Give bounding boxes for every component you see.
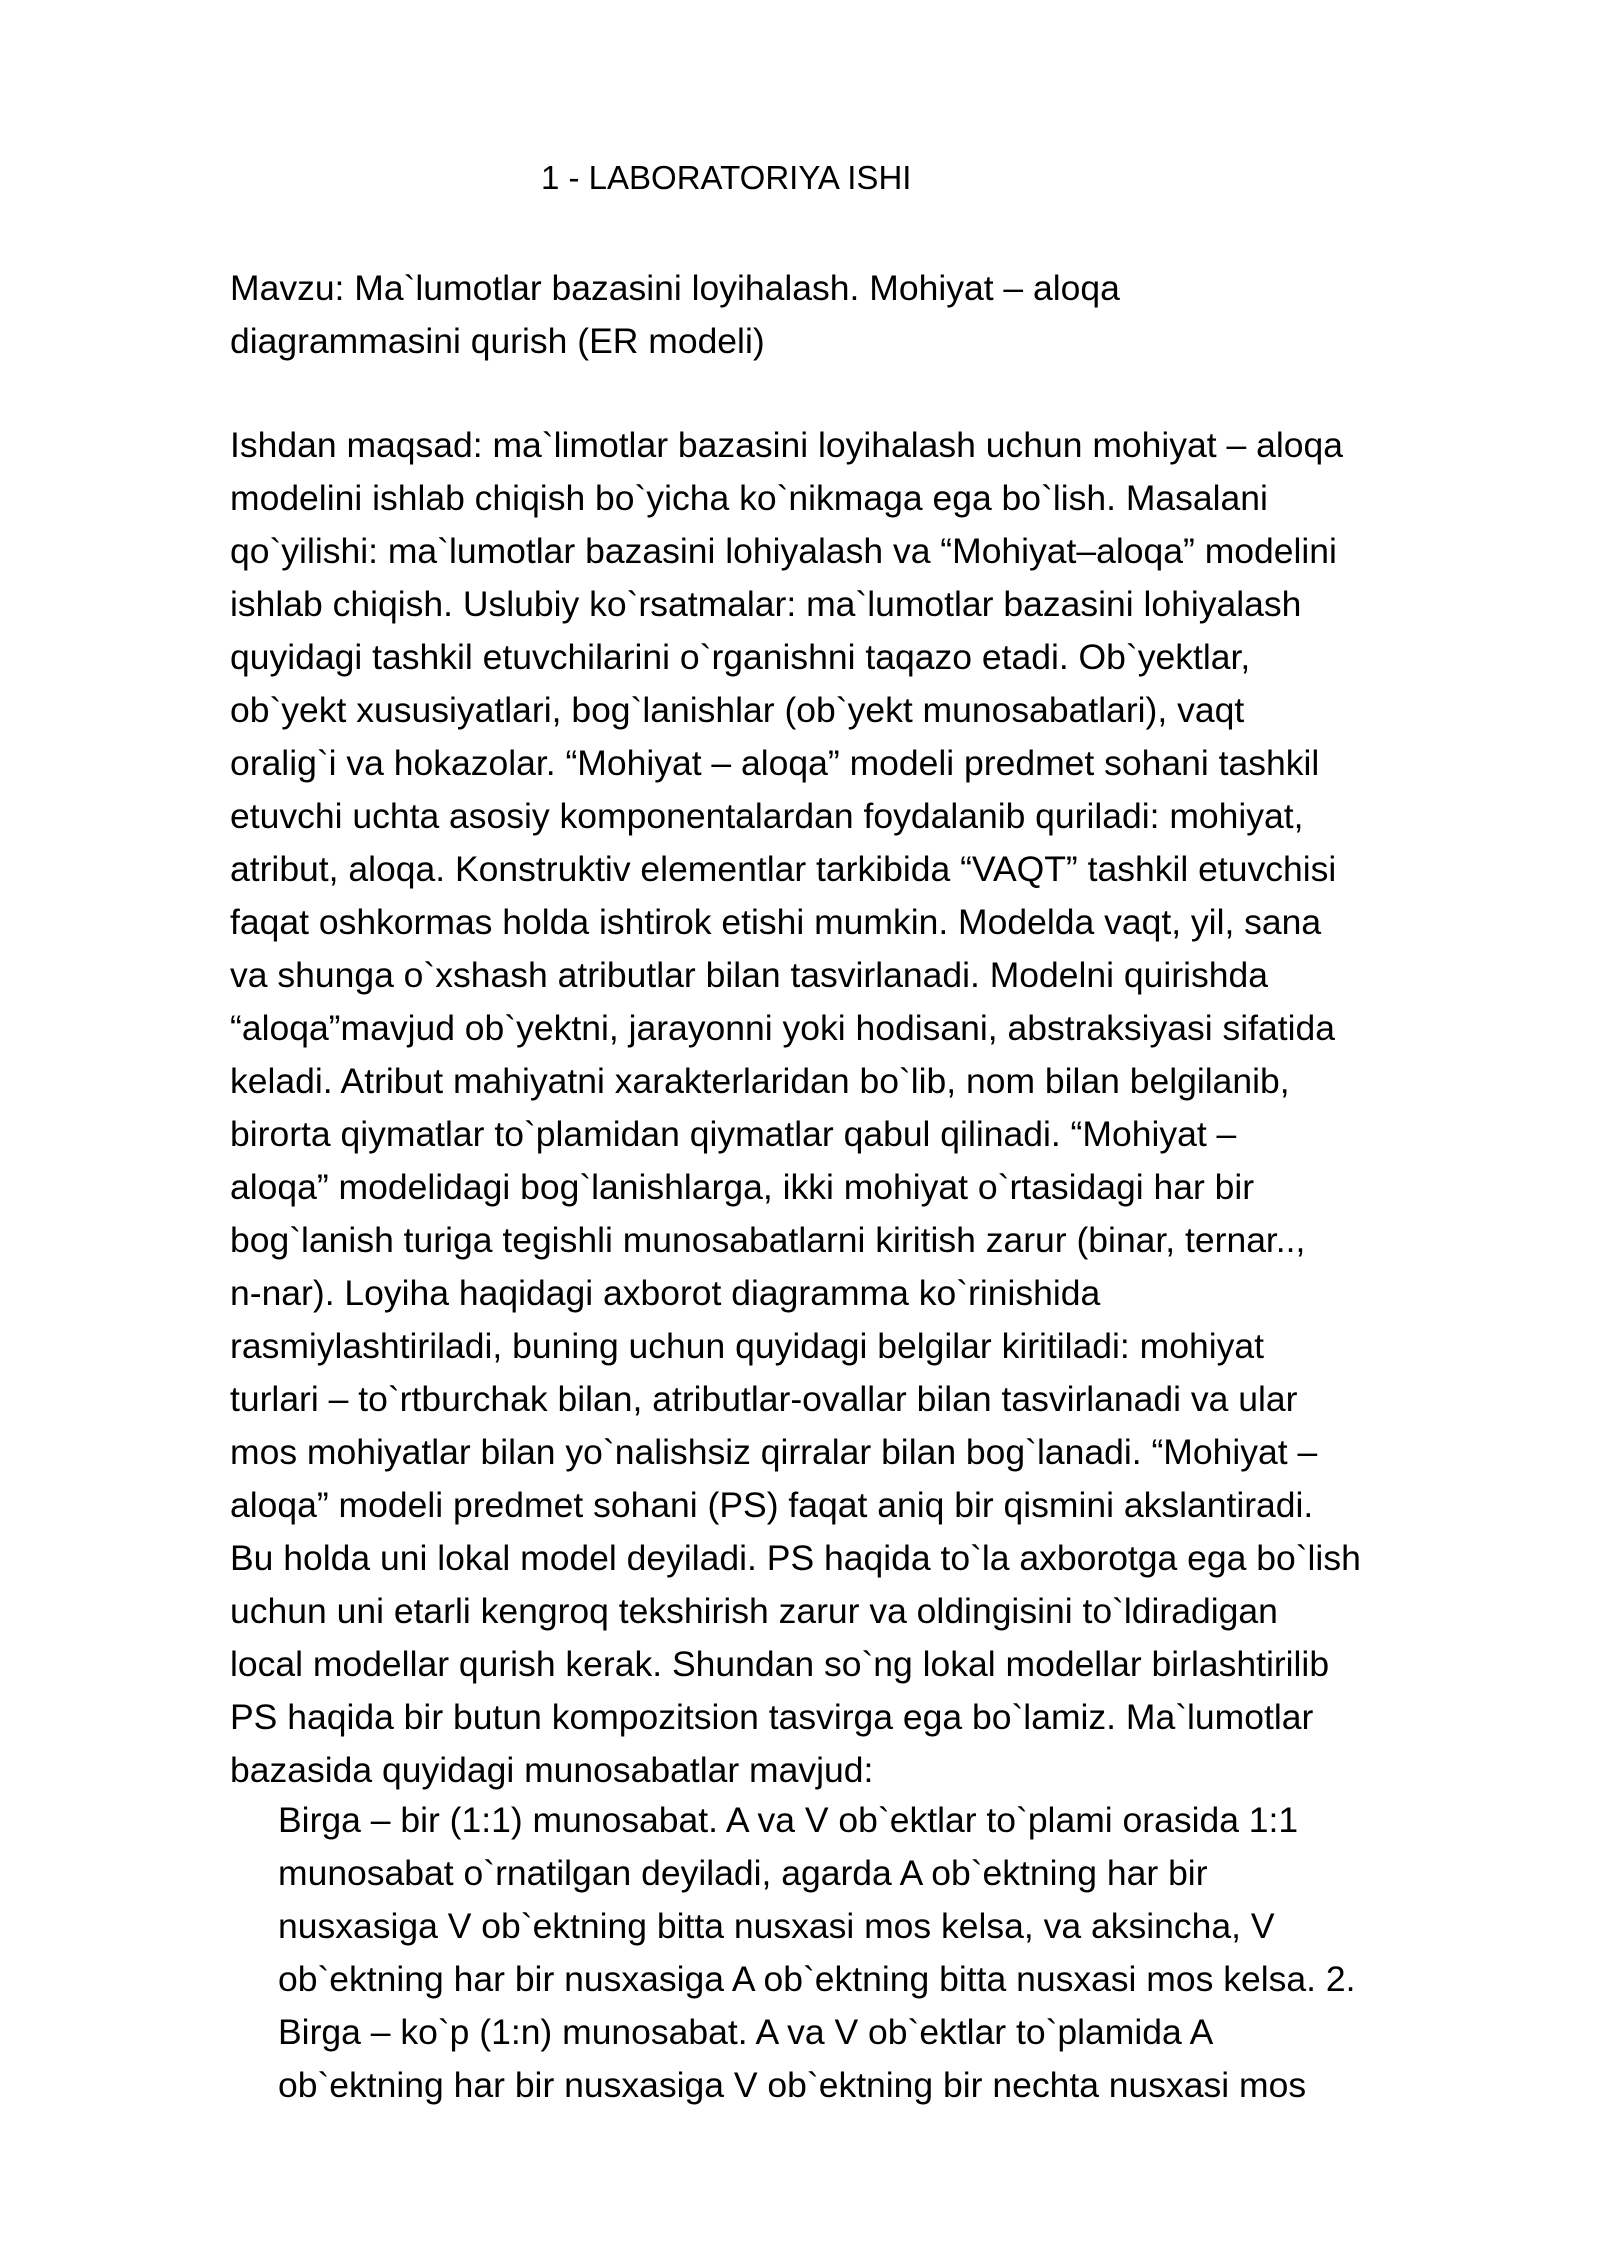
body-line: etuvchi uchta asosiy komponentalardan foydalanib quriladi: mohiyat, [230, 796, 1304, 836]
list-line: ob`ektning har bir nusxasiga V ob`ektning bir nechta nusxasi mos [278, 2065, 1307, 2105]
body-line: atribut, aloqa. Konstruktiv elementlar tarkibida “VAQT” tashkil etuvchisi [230, 849, 1337, 889]
body-line: keladi. Atribut mahiyatni xarakterlaridan bo`lib, nom bilan belgilanib, [230, 1061, 1290, 1101]
body-line: “aloqa”mavjud ob`yektni, jarayonni yoki hodisani, abstraksiyasi sifatida [230, 1008, 1335, 1048]
body-line: aloqa” modelidagi bog`lanishlarga, ikki mohiyat o`rtasidagi har bir [230, 1167, 1255, 1207]
body-line: modelini ishlab chiqish bo`yicha ko`nikmaga ega bo`lish. Masalani [230, 478, 1268, 518]
body-line: Bu holda uni lokal model deyiladi. PS haqida to`la axborotga ega bo`lish [230, 1538, 1361, 1578]
body-line: uchun uni etarli kengroq tekshirish zarur va oldingisini to`ldiradigan [230, 1591, 1278, 1631]
list-line: munosabat o`rnatilgan deyiladi, agarda A ob`ektning har bir [278, 1853, 1208, 1893]
body-line: qo`yilishi: ma`lumotlar bazasini lohiyalash va “Mohiyat–aloqa” modelini [230, 531, 1337, 571]
list-line: Birga – bir (1:1) munosabat. A va V ob`ektlar to`plami orasida 1:1 [278, 1800, 1299, 1840]
list-line: Birga – ko`p (1:n) munosabat. A va V ob`ektlar to`plamida A [278, 2012, 1214, 2052]
body-line: quyidagi tashkil etuvchilarini o`rganishni taqazo etadi. Ob`yektlar, [230, 637, 1251, 677]
body-line: faqat oshkormas holda ishtirok etishi mumkin. Modelda vaqt, yil, sana [230, 902, 1322, 942]
body-line: n-nar). Loyiha haqidagi axborot diagramma ko`rinishida [230, 1273, 1101, 1313]
list-line: ob`ektning har bir nusxasiga A ob`ektning bitta nusxasi mos kelsa. 2. [278, 1959, 1356, 1999]
body-line: mos mohiyatlar bilan yo`nalishsiz qirralar bilan bog`lanadi. “Mohiyat – [230, 1432, 1318, 1472]
body-line: aloqa” modeli predmet sohani (PS) faqat aniq bir qismini akslantiradi. [230, 1485, 1314, 1525]
page-title: 1 - LABORATORIYA ISHI [541, 159, 912, 196]
body-paragraph [230, 419, 1560, 1797]
body-line: birorta qiymatlar to`plamidan qiymatlar qabul qilinadi. “Mohiyat – [230, 1114, 1237, 1154]
body-line: ishlab chiqish. Uslubiy ko`rsatmalar: ma`lumotlar bazasini lohiyalash [230, 584, 1302, 624]
subject-line: Mavzu: Ma`lumotlar bazasini loyihalash. Mohiyat – aloqa [230, 268, 1120, 308]
list-line: nusxasiga V ob`ektning bitta nusxasi mos kelsa, va aksincha, V [278, 1906, 1275, 1946]
body-line: local modellar qurish kerak. Shundan so`ng lokal modellar birlashtirilib [230, 1644, 1330, 1684]
body-line: va shunga o`xshash atributlar bilan tasvirlanadi. Modelni quirishda [230, 955, 1268, 995]
body-line: Ishdan maqsad: ma`limotlar bazasini loyihalash uchun mohiyat – aloqa [230, 425, 1343, 465]
subject-paragraph [230, 262, 1530, 368]
body-line: turlari – to`rtburchak bilan, atributlar-ovallar bilan tasvirlanadi va ular [230, 1379, 1298, 1419]
body-line: bog`lanish turiga tegishli munosabatlarni kiritish zarur (binar, ternar.., [230, 1220, 1306, 1260]
body-line: oralig`i va hokazolar. “Mohiyat – aloqa” modeli predmet sohani tashkil [230, 743, 1320, 783]
body-line: ob`yekt xususiyatlari, bog`lanishlar (ob`yekt munosabatlari), vaqt [230, 690, 1245, 730]
relations-list [278, 1794, 1568, 2112]
body-line: PS haqida bir butun kompozitsion tasvirga ega bo`lamiz. Ma`lumotlar [230, 1697, 1314, 1737]
subject-line: diagrammasini qurish (ER modeli) [230, 321, 765, 361]
body-line: bazasida quyidagi munosabatlar mavjud: [230, 1750, 874, 1790]
body-line: rasmiylashtiriladi, buning uchun quyidagi belgilar kiritiladi: mohiyat [230, 1326, 1264, 1366]
